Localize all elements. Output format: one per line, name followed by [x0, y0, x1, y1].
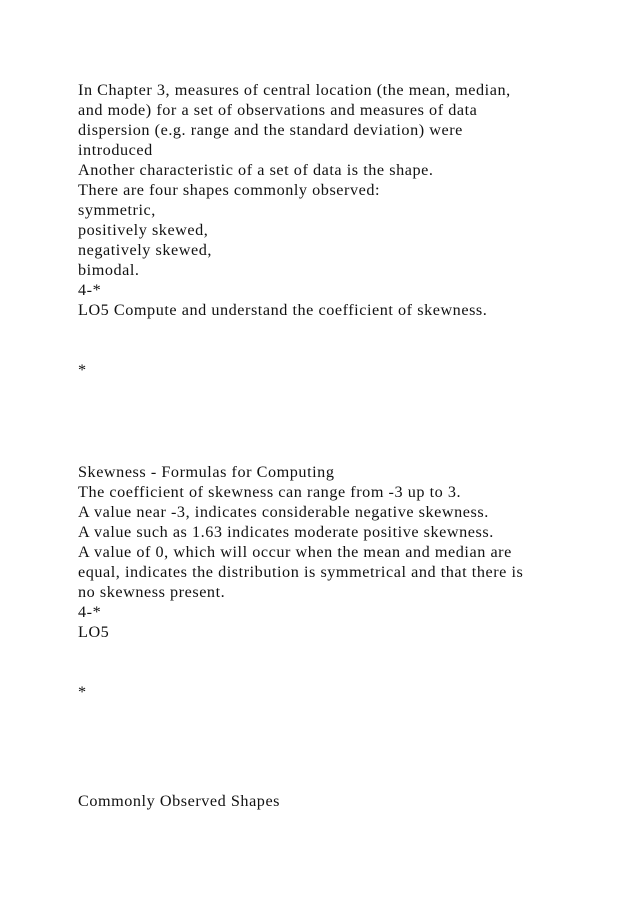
text-line: A value near -3, indicates considerable negative skewness.: [78, 503, 489, 521]
list-item: positively skewed,: [78, 221, 209, 239]
text-line: There are four shapes commonly observed:: [78, 181, 381, 199]
blank-line: [78, 662, 618, 682]
text-line: equal, indicates the distribution is symmetrical and that there is: [78, 563, 524, 581]
section-heading: Commonly Observed Shapes: [78, 792, 281, 810]
blank-line: [78, 320, 618, 340]
list-item: negatively skewed,: [78, 241, 212, 259]
section-heading: Skewness - Formulas for Computing: [78, 463, 335, 481]
section-measures-shape: [78, 80, 618, 380]
text-line: A value such as 1.63 indicates moderate positive skewness.: [78, 523, 494, 541]
section-observed-shapes: [78, 791, 618, 811]
text-line: and mode) for a set of observations and measures of data: [78, 101, 478, 119]
text-line: introduced: [78, 141, 153, 159]
text-line: A value of 0, which will occur when the mean and median are: [78, 543, 512, 561]
text-line: The coefficient of skewness can range from -3 up to 3.: [78, 483, 462, 501]
learning-objective: LO5: [78, 623, 110, 641]
asterisk-marker: *: [78, 683, 87, 701]
blank-line: [78, 642, 618, 662]
text-line: dispersion (e.g. range and the standard deviation) were: [78, 121, 463, 139]
slide-number: 4-*: [78, 603, 102, 621]
blank-line: [78, 340, 618, 360]
asterisk-marker: *: [78, 361, 87, 379]
list-item: bimodal.: [78, 261, 140, 279]
slide-number: 4-*: [78, 281, 102, 299]
text-line: In Chapter 3, measures of central location (the mean, median,: [78, 81, 511, 99]
section-skewness-formulas: [78, 462, 618, 702]
list-item: symmetric,: [78, 201, 156, 219]
text-line: no skewness present.: [78, 583, 226, 601]
learning-objective: LO5 Compute and understand the coefficient of skewness.: [78, 301, 488, 319]
text-line: Another characteristic of a set of data is the shape.: [78, 161, 434, 179]
